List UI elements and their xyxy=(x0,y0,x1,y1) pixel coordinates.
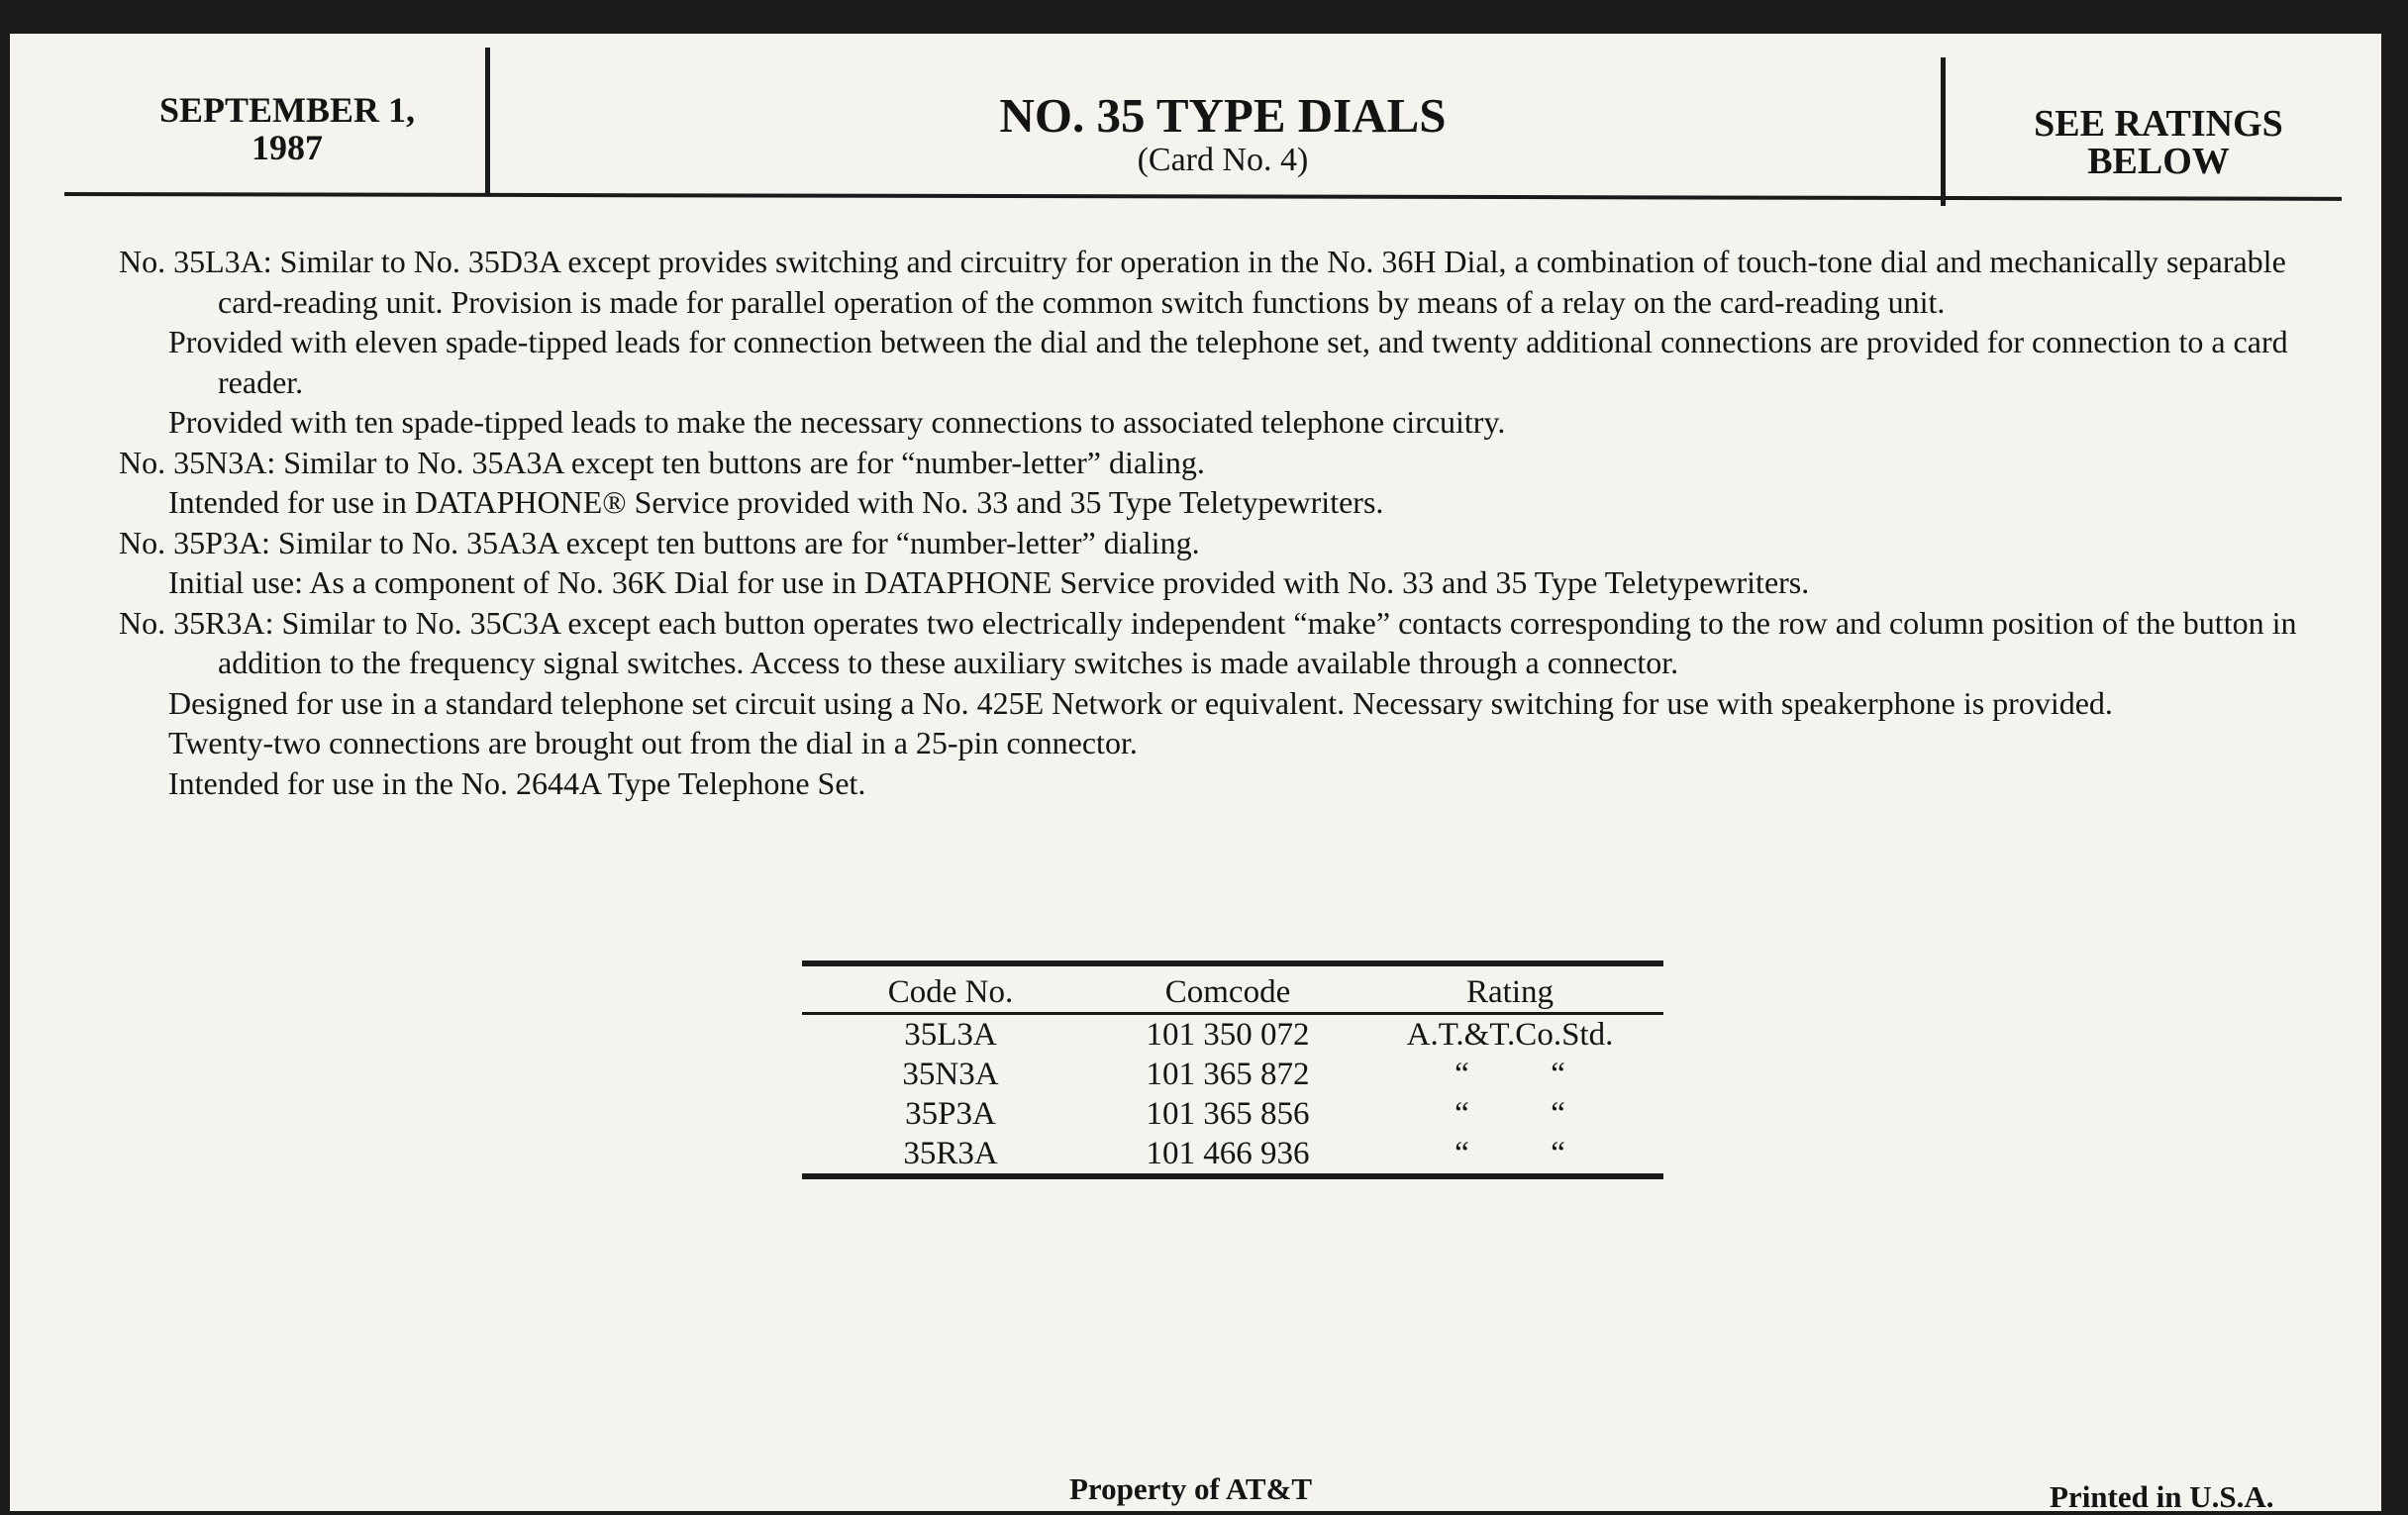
cell-rating: “ “ xyxy=(1455,1057,1565,1092)
table-header-row xyxy=(802,966,1663,1012)
entry-35l3a-leads: Provided with eleven spade-tipped leads for connection between the dial and the telephone set, and twenty additional connections are provided for connection to a card reader. xyxy=(168,324,2288,400)
cell-code: 35P3A xyxy=(905,1096,996,1132)
table-row xyxy=(802,1134,1663,1173)
col-code-no: Code No. xyxy=(887,974,1014,1010)
cell-rating: “ “ xyxy=(1455,1136,1565,1171)
entry-35r3a-connections: Twenty-two connections are brought out from the dial in a 25-pin connector. xyxy=(168,725,1138,760)
cell-code: 35L3A xyxy=(904,1017,997,1053)
cell-code: 35N3A xyxy=(902,1057,999,1092)
cell-comcode: 101 466 936 xyxy=(1146,1136,1310,1171)
document-card xyxy=(10,34,2381,1514)
table-rule-bottom xyxy=(802,1173,1663,1179)
entry-35r3a-design: Designed for use in a standard telephone set circuit using a No. 425E Network or equivalent. Necessary switching for use with speakerphone is provided. xyxy=(168,684,2113,721)
cell-code: 35R3A xyxy=(903,1136,998,1171)
page-subtitle: (Card No. 4) xyxy=(1137,142,1309,178)
header-divider-right xyxy=(1941,57,1946,206)
header-divider-left xyxy=(485,48,490,196)
header-date-line2: 1987 xyxy=(251,128,323,167)
entry-35r3a-use: Intended for use in the No. 2644A Type Telephone Set. xyxy=(168,764,866,801)
header-rating xyxy=(1980,105,2337,180)
cell-comcode: 101 365 856 xyxy=(1146,1096,1310,1132)
header-title-block xyxy=(505,89,1941,178)
entry-35p3a: No. 35P3A: Similar to No. 35A3A except ten buttons are for “number-letter” dialing. xyxy=(119,524,1200,560)
col-comcode: Comcode xyxy=(1164,974,1291,1010)
cell-rating: A.T.&T.Co.Std. xyxy=(1406,1017,1614,1053)
cell-rating: “ “ xyxy=(1455,1096,1565,1132)
footer-printed: Printed in U.S.A. xyxy=(2050,1479,2274,1514)
header-rating-line2: BELOW xyxy=(2087,141,2230,182)
entry-35r3a: No. 35R3A: Similar to No. 35C3A except each button operates two electrically independent “make” contacts corresponding to the row and column position of the button in addition to the frequency signal switches. Access to these auxiliary switches is made available through a connector. xyxy=(119,604,2297,680)
footer-property: Property of AT&T xyxy=(1069,1471,1313,1506)
header-date xyxy=(109,91,465,166)
table-row xyxy=(802,1055,1663,1094)
table-row xyxy=(802,1015,1663,1055)
entry-35n3a: No. 35N3A: Similar to No. 35A3A except ten buttons are for “number-letter” dialing. xyxy=(119,444,1205,480)
entry-35l3a-circuitry: Provided with ten spade-tipped leads to make the necessary connections to associated telephone circuitry. xyxy=(168,404,1506,440)
header-rule xyxy=(64,192,2342,201)
header-date-line1: SEPTEMBER 1, xyxy=(158,90,416,130)
entry-35n3a-use: Intended for use in DATAPHONE® Service provided with No. 33 and 35 Type Teletypewriters. xyxy=(168,484,1384,520)
entry-35p3a-use: Initial use: As a component of No. 36K Dial for use in DATAPHONE Service provided with No. 33 and 35 Type Teletypewriters. xyxy=(168,564,1810,600)
header-rating-line1: SEE RATINGS xyxy=(2034,103,2283,145)
col-rating: Rating xyxy=(1466,974,1554,1010)
cell-comcode: 101 365 872 xyxy=(1146,1057,1310,1092)
table-row xyxy=(802,1094,1663,1134)
page-title: NO. 35 TYPE DIALS xyxy=(999,88,1447,143)
entry-35l3a: No. 35L3A: Similar to No. 35D3A except provides switching and circuitry for operation in the No. 36H Dial, a combination of touch-tone dial and mechanically separable card-reading unit. Provision is made for parallel operation of the common switch functions by means of a relay on the card-reading unit. xyxy=(119,244,2286,320)
cell-comcode: 101 350 072 xyxy=(1146,1017,1310,1053)
ratings-table xyxy=(802,960,1663,1179)
body-text xyxy=(119,242,2327,803)
